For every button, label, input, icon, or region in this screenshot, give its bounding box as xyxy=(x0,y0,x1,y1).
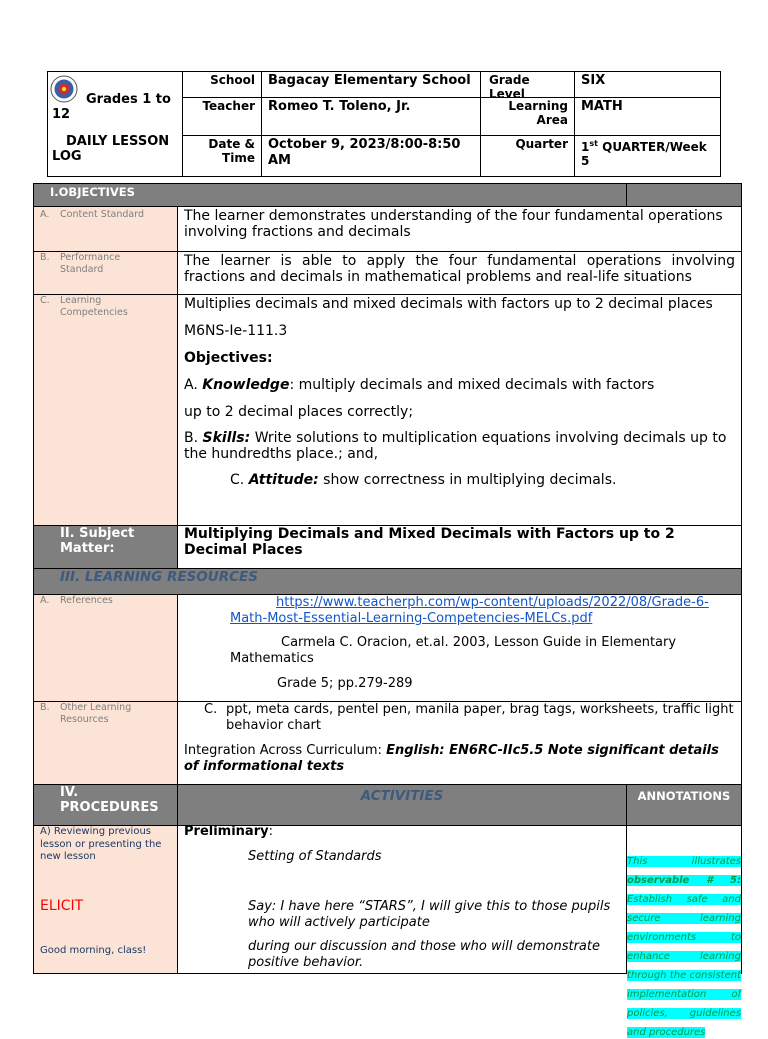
skills-objective: B. Skills: Write solutions to multiplication equations involving decimals up to the hundredths place.; and, xyxy=(184,430,727,462)
learning-competencies-label: C. Learning Competencies xyxy=(33,294,178,526)
grades-label: Grades 1 to 12 xyxy=(52,92,171,122)
content-standard-label: A. Content Standard xyxy=(33,206,178,252)
quarter-value: 1st QUARTER/Week 5 xyxy=(574,135,721,177)
knowledge-objective: A. Knowledge: multiply decimals and mixed decimals with factors xyxy=(184,377,655,393)
book-reference-grade: Grade 5; pp.279-289 xyxy=(277,676,413,691)
say-text: Say: I have here “STARS”, I will give this to those pupils who will actively participate xyxy=(248,899,611,930)
annotation-cell xyxy=(626,825,742,1038)
school-label: School xyxy=(182,71,262,98)
date-time-label: Date & Time xyxy=(182,135,262,177)
melc-link[interactable]: https://www.teacherph.com/wp-content/uploads/2022/08/Grade-6-Math-Most-Essential-Learning-Competencies-MELCs.pdf xyxy=(230,595,709,626)
book-reference: Carmela C. Oracion, et.al. 2003, Lesson Guide in Elementary Mathematics xyxy=(230,635,677,666)
other-resources-cell xyxy=(177,701,742,785)
references-cell xyxy=(177,594,742,702)
daily-lesson-log-label: DAILY LESSON LOG xyxy=(52,134,170,164)
elicit-label: ELICIT xyxy=(40,898,84,914)
say-text-cont: during our discussion and those who will demonstrate positive behavior. xyxy=(248,939,600,970)
date-time-value: October 9, 2023/8:00-8:50 AM xyxy=(261,135,481,177)
quarter-label: Quarter xyxy=(480,135,575,177)
competency-text: Multiplies decimals and mixed decimals with factors up to 2 decimal places xyxy=(184,296,713,312)
greeting-text: Good morning, class! xyxy=(40,945,147,956)
objectives-heading: Objectives: xyxy=(184,350,273,366)
objectives-header: I.OBJECTIVES xyxy=(33,183,627,207)
references-label: A. References xyxy=(33,594,178,702)
materials-list: C. ppt, meta cards, pentel pen, manila paper, brag tags, worksheets, traffic light behavior chart xyxy=(204,702,734,733)
integration-text: Integration Across Curriculum: English: EN6RC-IIc5.5 Note significant details of informational texts xyxy=(184,743,719,774)
grade-level-value: SIX xyxy=(574,71,721,98)
subject-matter-text: Multiplying Decimals and Mixed Decimals with Factors up to 2 Decimal Places xyxy=(177,525,742,569)
teacher-value: Romeo T. Toleno, Jr. xyxy=(261,97,481,136)
knowledge-objective-cont: up to 2 decimal places correctly; xyxy=(184,404,414,420)
teacher-label: Teacher xyxy=(182,97,262,136)
content-standard-text: The learner demonstrates understanding of the four fundamental operations involving fractions and decimals xyxy=(177,206,742,252)
school-value: Bagacay Elementary School xyxy=(261,71,481,98)
learning-area-label: Learning Area xyxy=(480,97,575,136)
learning-competencies-cell xyxy=(177,294,742,526)
other-resources-label: B. Other Learning Resources xyxy=(33,701,178,785)
activities-header: ACTIVITIES xyxy=(177,784,627,826)
preliminary-label: Preliminary: xyxy=(184,824,273,839)
learning-area-value: MATH xyxy=(574,97,721,136)
attitude-objective: C. Attitude: show correctness in multiplying decimals. xyxy=(230,472,617,488)
review-lesson-label: A) Reviewing previous lesson or presenting the new lesson xyxy=(40,826,162,862)
objectives-header-right xyxy=(626,183,742,207)
performance-standard-label: B. Performance Standard xyxy=(33,251,178,295)
subject-matter-label: II. Subject Matter: xyxy=(33,525,178,569)
activity-cell xyxy=(177,825,627,974)
setting-standards: Setting of Standards xyxy=(248,849,382,864)
grade-level-label: Grade Level xyxy=(480,71,575,98)
learning-resources-header: III. LEARNING RESOURCES xyxy=(33,568,742,595)
annotations-header: ANNOTATIONS xyxy=(626,784,742,826)
review-lesson-cell xyxy=(33,825,178,974)
performance-standard-text: The learner is able to apply the four fundamental operations involving fractions and decimals in mathematical problems and real-life situations xyxy=(177,251,742,295)
procedures-label: IV. PROCEDURES xyxy=(33,784,178,826)
annotation-observable-5: This illustrates observable # 5: Establish safe and secure learning environments to enhance learning through the consistent implementation of policies, guidelines and procedures xyxy=(627,856,741,1038)
competency-code: M6NS-Ie-111.3 xyxy=(184,323,288,339)
